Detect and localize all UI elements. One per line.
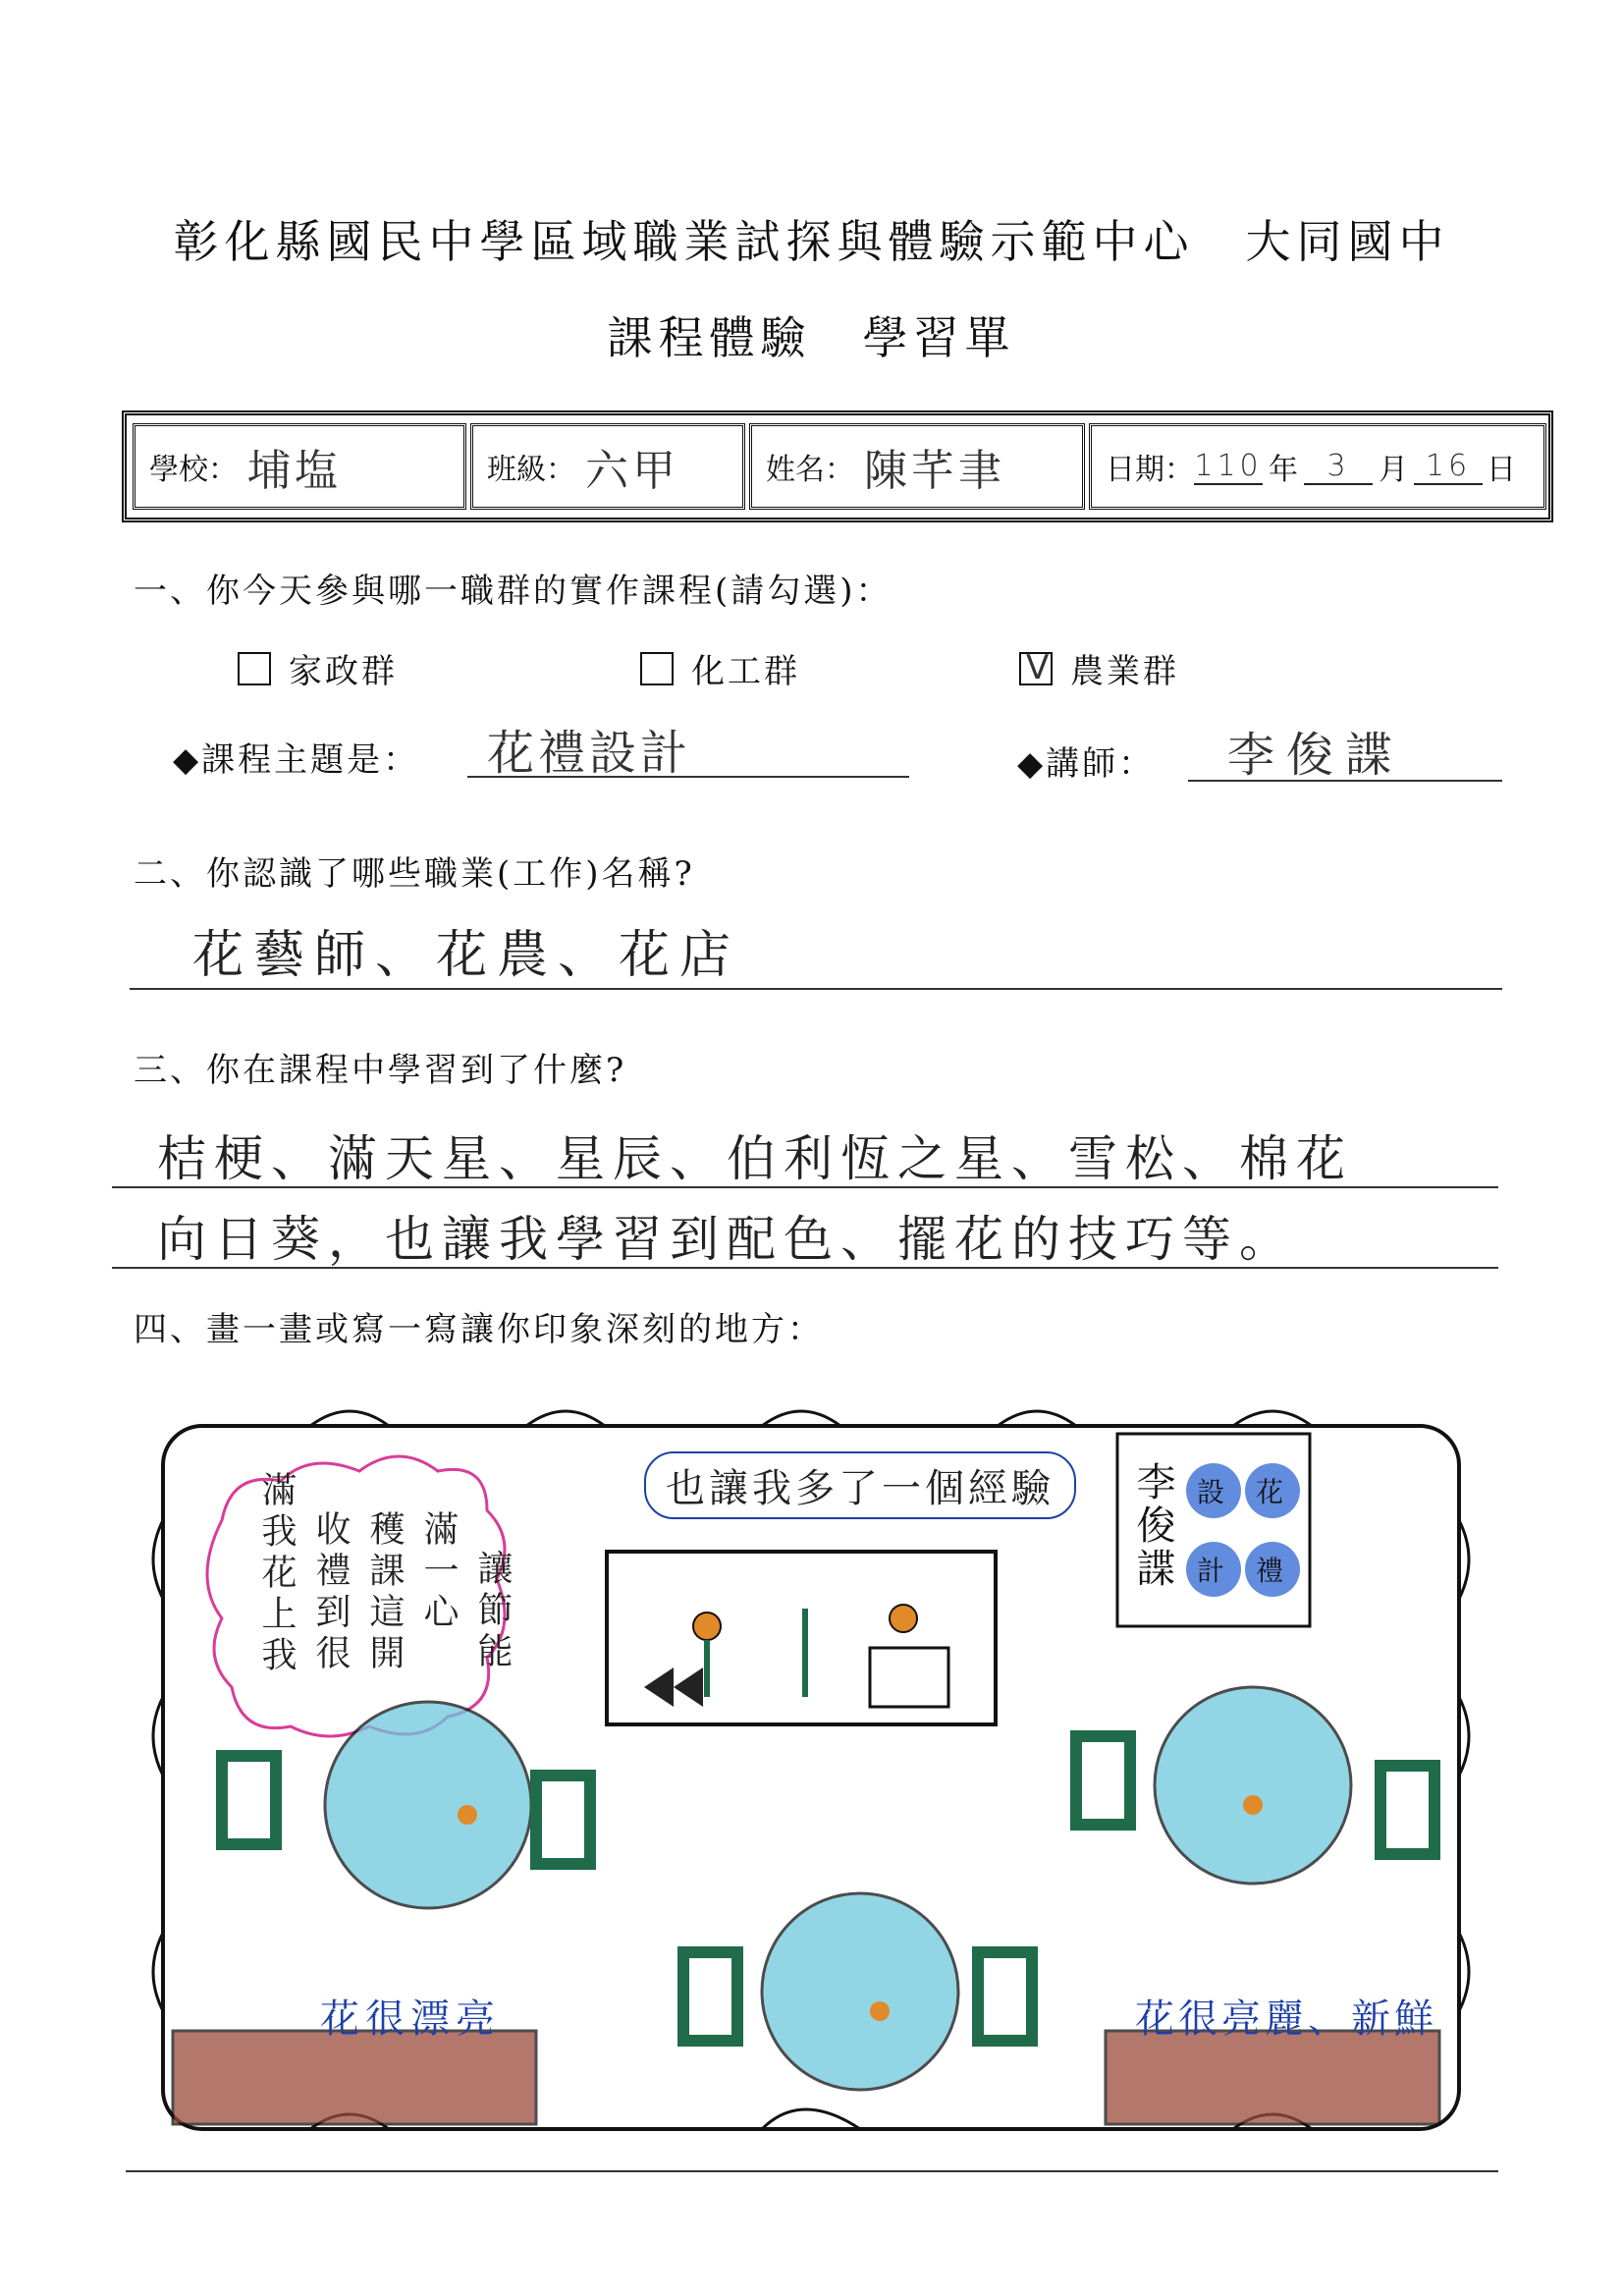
option-home-economics[interactable] (238, 644, 398, 692)
note-col5: 讓節能 (472, 1550, 513, 1673)
bottom-line (126, 2170, 1498, 2172)
chair (683, 1952, 737, 2041)
chair (1380, 1766, 1434, 1854)
note-col4: 滿一心 (418, 1510, 459, 1634)
checkbox[interactable] (640, 652, 674, 685)
table-center (762, 1893, 958, 2090)
chair (222, 1756, 276, 1844)
page-title: 彰化縣國民中學區域職業試探與體驗示範中心 大同國中 (173, 215, 1450, 268)
drawing-banner: 也讓我多了一個經驗 (644, 1451, 1076, 1519)
sign-circle-1: 設 (1197, 1476, 1229, 1508)
note-col2: 收禮到很 (310, 1510, 351, 1675)
answer-line (112, 1186, 1498, 1188)
option-chemical[interactable] (640, 644, 800, 692)
chair (1076, 1736, 1130, 1825)
flower (870, 2001, 890, 2021)
q2-answer[interactable]: 花藝師、花農、花店 (192, 926, 741, 985)
wood-counter-left (173, 2031, 536, 2124)
page-subtitle: 課程體驗 學習單 (607, 311, 1016, 364)
checkbox[interactable] (238, 652, 271, 685)
option-label: 農業群 (1070, 652, 1179, 691)
date-month[interactable]: 3 (1304, 449, 1373, 485)
answer-line (130, 988, 1502, 990)
name-label: 姓名： (766, 453, 854, 487)
option-label: 化工群 (691, 652, 800, 691)
option-label: 家政群 (289, 652, 398, 691)
info-table (122, 410, 1553, 522)
q1-question: 一、你今天參與哪一職群的實作課程(請勾選)： (134, 572, 893, 611)
table-left (325, 1702, 531, 1908)
sign-teacher: 李俊諜 (1130, 1461, 1175, 1591)
date-cell (1089, 423, 1546, 510)
chair (978, 1952, 1032, 2041)
wood-counter-right (1106, 2031, 1439, 2124)
school-label: 學校： (149, 453, 238, 487)
q2-question: 二、你認識了哪些職業(工作)名稱? (134, 854, 695, 894)
topic-label: ◆課程主題是： (173, 740, 420, 780)
school-cell (133, 423, 466, 510)
note-col3: 穫課這開 (364, 1510, 405, 1675)
name-cell (749, 423, 1085, 510)
date-label: 日期： (1106, 453, 1194, 487)
teacher-value[interactable]: 李俊諜 (1188, 717, 1502, 782)
q3-answer-line2[interactable]: 向日葵，也讓我學習到配色、擺花的技巧等。 (157, 1211, 1296, 1268)
chair (536, 1776, 590, 1864)
date-day-unit: 日 (1487, 453, 1516, 487)
date-year-unit: 年 (1269, 453, 1298, 487)
q4-question: 四、畫一畫或寫一寫讓你印象深刻的地方： (134, 1310, 824, 1349)
student-drawing (134, 1402, 1488, 2149)
q3-answer-line1[interactable]: 桔梗、滿天星、星辰、伯利恆之星、雪松、棉花 (157, 1130, 1353, 1187)
flower (458, 1805, 477, 1825)
q3-question: 三、你在課程中學習到了什麼? (134, 1051, 627, 1090)
caption-left: 花很漂亮 (320, 1996, 501, 2042)
teacher-label: ◆講師： (1017, 744, 1156, 784)
note-col1: 滿我花上我 (256, 1471, 297, 1677)
date-month-unit: 月 (1379, 453, 1408, 487)
checkbox-checked[interactable] (1019, 652, 1053, 685)
table-right (1155, 1687, 1351, 1884)
sign-circle-4: 禮 (1256, 1555, 1288, 1587)
sign-circle-3: 計 (1197, 1555, 1229, 1587)
option-agriculture[interactable] (1019, 644, 1179, 692)
sign-circle-2: 花 (1256, 1476, 1288, 1508)
date-day[interactable]: 16 (1414, 449, 1483, 485)
flower (1243, 1795, 1263, 1815)
school-value[interactable]: 埔塩 (247, 446, 342, 496)
date-year[interactable]: 110 (1194, 448, 1263, 483)
class-value[interactable]: 六甲 (585, 446, 679, 496)
class-label: 班級： (487, 453, 575, 487)
class-cell (470, 423, 745, 510)
topic-value[interactable]: 花禮設計 (467, 715, 909, 778)
answer-line (112, 1267, 1498, 1269)
name-value[interactable]: 陳芊聿 (864, 446, 1005, 496)
caption-right: 花很亮麗、新鮮 (1135, 1996, 1437, 2042)
